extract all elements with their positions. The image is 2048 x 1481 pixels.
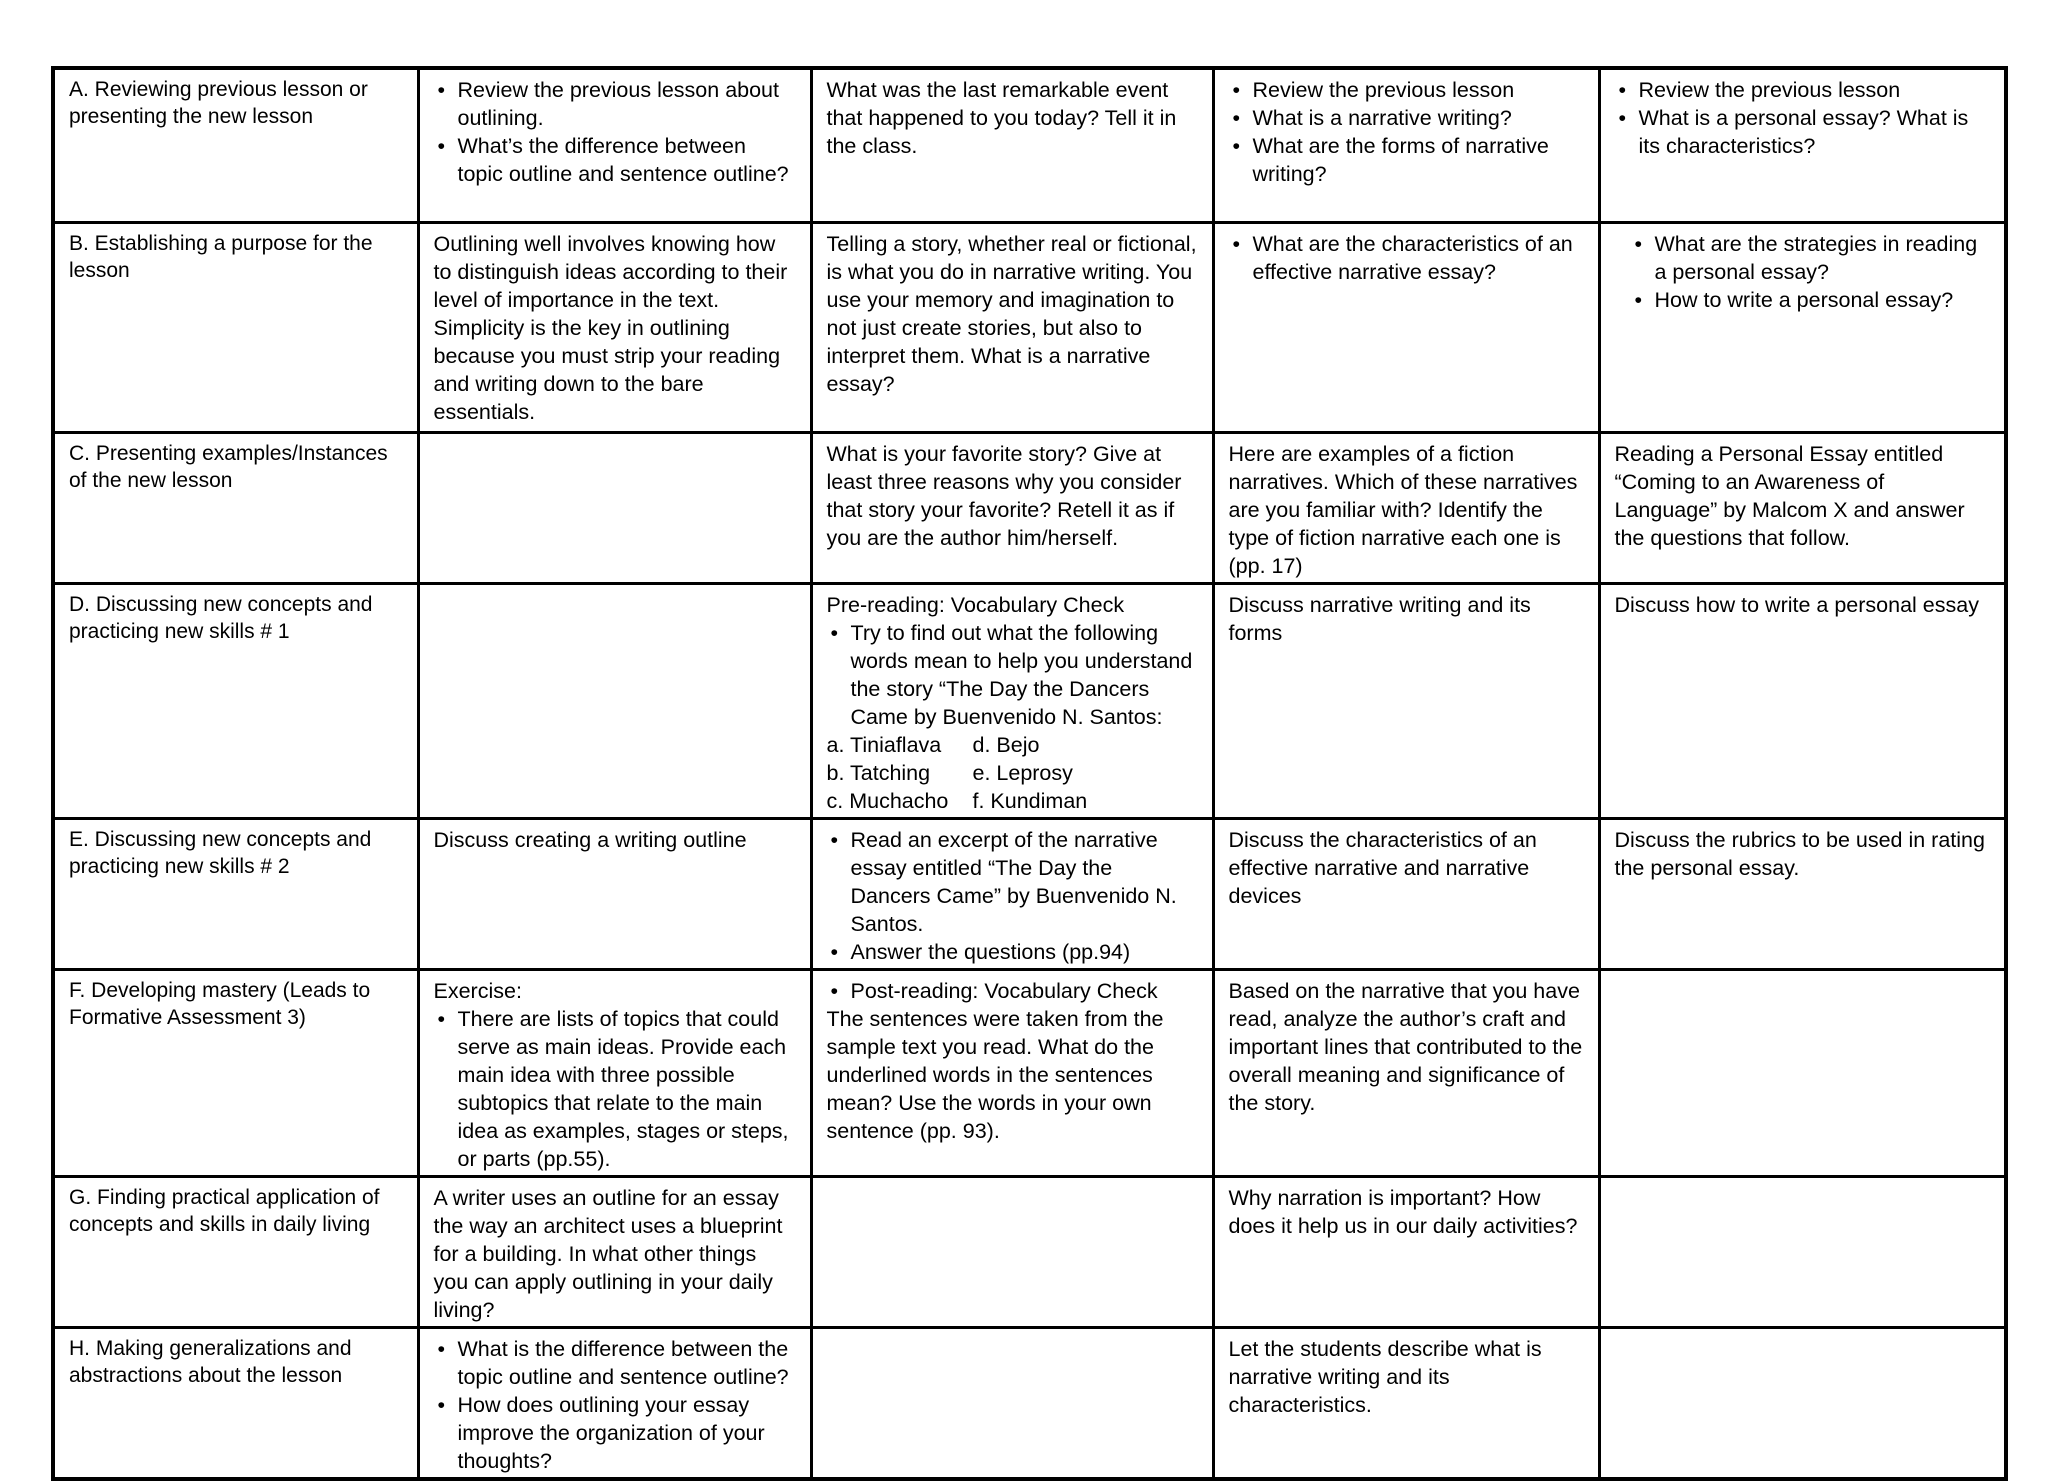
row-b bbox=[53, 222, 2006, 432]
vocabulary-word: c. Muchacho bbox=[826, 788, 949, 813]
list-item: • Review the previous lesson about outlining. bbox=[458, 76, 796, 132]
cell-b-3 bbox=[1213, 222, 1599, 432]
cell-d-4 bbox=[1599, 583, 2006, 818]
row-h bbox=[53, 1327, 2006, 1479]
row-e bbox=[53, 818, 2006, 969]
vocabulary-word: d. Bejo bbox=[972, 732, 1040, 757]
vocabulary-pair bbox=[827, 759, 1198, 787]
list-item: • Try to find out what the following words mean to help you understand the story “The Day the Dancers Came by Buenvenido N. Santos: bbox=[851, 619, 1198, 731]
cell-text: Why narration is important? How does it help us in our daily activities? bbox=[1228, 1185, 1578, 1238]
cell-text: What was the last remarkable event that happened to you today? Tell it in the class. bbox=[826, 78, 1177, 158]
cell-text: Discuss creating a writing outline bbox=[433, 827, 747, 852]
cell-d-1 bbox=[418, 583, 811, 818]
bullet-list bbox=[827, 826, 1198, 966]
bullet-list bbox=[827, 977, 1198, 1005]
cell-b-1 bbox=[418, 222, 811, 432]
cell-text: Reading a Personal Essay entitled “Coming to an Awareness of Language” by Malcom X and answer the questions that follow. bbox=[1614, 441, 1965, 550]
bullet-list bbox=[434, 1335, 796, 1475]
cell-text: The sentences were taken from the sample text you read. What do the underlined words in the sentences mean? Use the words in your own sentence (pp. 93). bbox=[826, 1006, 1164, 1143]
cell-d-3 bbox=[1213, 583, 1599, 818]
vocabulary-pair bbox=[827, 731, 1198, 759]
bullet-list bbox=[827, 619, 1198, 731]
cell-g-4 bbox=[1599, 1176, 2006, 1327]
cell-text: What is your favorite story? Give at least three reasons why you consider that story your favorite? Retell it as if you are the author him/herself. bbox=[826, 441, 1182, 550]
cell-g-1 bbox=[418, 1176, 811, 1327]
list-item: • What is a personal essay? What is its characteristics? bbox=[1639, 104, 1991, 160]
cell-text: Outlining well involves knowing how to distinguish ideas according to their level of importance in the text. Simplicity is the key in outlining because you must strip your reading and writing down to the bare essentials. bbox=[433, 231, 788, 424]
cell-h-3 bbox=[1213, 1327, 1599, 1479]
bullet-list bbox=[1615, 230, 1991, 314]
lesson-plan-table bbox=[51, 66, 2008, 1481]
cell-e-3 bbox=[1213, 818, 1599, 969]
vocabulary-word: b. Tatching bbox=[826, 760, 931, 785]
list-item: • What are the strategies in reading a personal essay? bbox=[1655, 230, 1991, 286]
cell-f-4 bbox=[1599, 969, 2006, 1176]
list-item: • Review the previous lesson bbox=[1253, 76, 1584, 104]
bullet-list bbox=[1615, 76, 1991, 160]
bullet-list bbox=[1229, 230, 1584, 286]
row-label: G. Finding practical application of concepts and skills in daily living bbox=[53, 1176, 418, 1327]
list-item: • What’s the difference between topic outline and sentence outline? bbox=[458, 132, 796, 188]
row-label: E. Discussing new concepts and practicing new skills # 2 bbox=[53, 818, 418, 969]
vocabulary-word: a. Tiniaflava bbox=[826, 732, 942, 757]
cell-e-2 bbox=[811, 818, 1213, 969]
cell-c-1 bbox=[418, 432, 811, 583]
cell-text: Let the students describe what is narrative writing and its characteristics. bbox=[1228, 1336, 1542, 1417]
cell-c-2 bbox=[811, 432, 1213, 583]
row-c bbox=[53, 432, 2006, 583]
list-item: • What are the forms of narrative writing? bbox=[1253, 132, 1584, 188]
cell-text: A writer uses an outline for an essay the way an architect uses a blueprint for a building. In what other things you can apply outlining in your daily living? bbox=[433, 1185, 783, 1322]
vocabulary-word: e. Leprosy bbox=[972, 760, 1073, 785]
list-item: • How to write a personal essay? bbox=[1655, 286, 1991, 314]
cell-f-1 bbox=[418, 969, 811, 1176]
cell-text: Discuss how to write a personal essay bbox=[1614, 592, 1979, 617]
cell-a-2 bbox=[811, 68, 1213, 222]
cell-h-4 bbox=[1599, 1327, 2006, 1479]
cell-intro: Pre-reading: Vocabulary Check bbox=[826, 592, 1125, 617]
row-label: A. Reviewing previous lesson or presenting the new lesson bbox=[53, 68, 418, 222]
list-item: • Answer the questions (pp.94) bbox=[851, 938, 1198, 966]
vocabulary-word: f. Kundiman bbox=[972, 788, 1088, 813]
bullet-list bbox=[434, 1005, 796, 1173]
cell-h-2 bbox=[811, 1327, 1213, 1479]
row-label: F. Developing mastery (Leads to Formative Assessment 3) bbox=[53, 969, 418, 1176]
row-a bbox=[53, 68, 2006, 222]
cell-c-4 bbox=[1599, 432, 2006, 583]
list-item: • What are the characteristics of an effective narrative essay? bbox=[1253, 230, 1584, 286]
cell-text: Discuss narrative writing and its forms bbox=[1228, 592, 1531, 645]
row-label: H. Making generalizations and abstractions about the lesson bbox=[53, 1327, 418, 1479]
cell-e-4 bbox=[1599, 818, 2006, 969]
list-item: • What is a narrative writing? bbox=[1253, 104, 1584, 132]
cell-f-3 bbox=[1213, 969, 1599, 1176]
list-item: • Post-reading: Vocabulary Check bbox=[851, 977, 1198, 1005]
row-g bbox=[53, 1176, 2006, 1327]
row-label: B. Establishing a purpose for the lesson bbox=[53, 222, 418, 432]
cell-e-1 bbox=[418, 818, 811, 969]
cell-a-3 bbox=[1213, 68, 1599, 222]
cell-h-1 bbox=[418, 1327, 811, 1479]
cell-c-3 bbox=[1213, 432, 1599, 583]
cell-text: Based on the narrative that you have read, analyze the author’s craft and important lines that contributed to the overall meaning and significance of the story. bbox=[1228, 978, 1583, 1115]
bullet-list bbox=[1229, 76, 1584, 188]
cell-text: Discuss the rubrics to be used in rating the personal essay. bbox=[1614, 827, 1985, 880]
list-item: • How does outlining your essay improve the organization of your thoughts? bbox=[458, 1391, 796, 1475]
row-f bbox=[53, 969, 2006, 1176]
cell-a-4 bbox=[1599, 68, 2006, 222]
list-item: • Read an excerpt of the narrative essay entitled “The Day the Dancers Came” by Buenvenido N. Santos. bbox=[851, 826, 1198, 938]
row-label: C. Presenting examples/Instances of the new lesson bbox=[53, 432, 418, 583]
cell-intro: Exercise: bbox=[433, 978, 522, 1003]
cell-f-2 bbox=[811, 969, 1213, 1176]
cell-text: Discuss the characteristics of an effective narrative and narrative devices bbox=[1228, 827, 1537, 908]
row-d bbox=[53, 583, 2006, 818]
row-label: D. Discussing new concepts and practicing new skills # 1 bbox=[53, 583, 418, 818]
cell-text: Here are examples of a fiction narratives. Which of these narratives are you familiar with? Identify the type of fiction narrative each one is (pp. 17) bbox=[1228, 441, 1578, 578]
cell-d-2 bbox=[811, 583, 1213, 818]
cell-g-2 bbox=[811, 1176, 1213, 1327]
vocabulary-pair bbox=[827, 787, 1198, 815]
cell-a-1 bbox=[418, 68, 811, 222]
cell-g-3 bbox=[1213, 1176, 1599, 1327]
bullet-list bbox=[434, 76, 796, 188]
list-item: • What is the difference between the topic outline and sentence outline? bbox=[458, 1335, 796, 1391]
cell-b-2 bbox=[811, 222, 1213, 432]
cell-b-4 bbox=[1599, 222, 2006, 432]
list-item: • There are lists of topics that could serve as main ideas. Provide each main idea with three possible subtopics that relate to the main idea as examples, stages or steps, or parts (pp.55). bbox=[458, 1005, 796, 1173]
cell-text: Telling a story, whether real or fictional, is what you do in narrative writing. You use your memory and imagination to not just create stories, but also to interpret them. What is a narrative essay? bbox=[826, 231, 1197, 396]
list-item: • Review the previous lesson bbox=[1639, 76, 1991, 104]
